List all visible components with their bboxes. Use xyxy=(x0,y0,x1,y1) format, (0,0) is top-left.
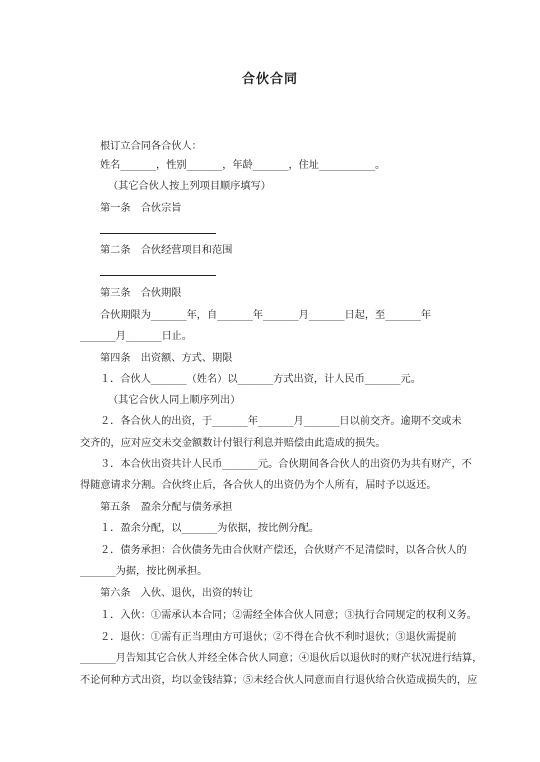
text-line: _______月告知其它合伙人并经全体合伙人同意；④退伙后以退伙时的财产状况进行结算， xyxy=(80,653,483,664)
text-line: ２．退伙：①需有正当理由方可退伙；②不得在合伙不利时退伙；③退伙需提前 xyxy=(100,632,457,643)
text-line: 得随意请求分割。合伙终止后，各合伙人的出资仍为个人所有，届时予以返还。 xyxy=(80,480,437,491)
section-heading: 第五条 盈余分配与债务承担 xyxy=(100,502,233,513)
text-line: _______为据，按比例承担。 xyxy=(80,566,208,577)
document-title: 合伙合同 xyxy=(241,72,298,87)
text-line: 合伙期限为_______年，自_______年_______月_______日起，至_______年 xyxy=(100,310,432,321)
blank-rule xyxy=(100,233,216,234)
text-line: 姓名_______，性别_______，年龄_______，住址___________。 xyxy=(100,160,386,171)
text-line: _______月_______日止。 xyxy=(80,331,193,342)
text-line: 根订立合同各合伙人： xyxy=(100,141,202,152)
text-line: （其它合伙人按上列项目顺序填写） xyxy=(108,181,271,192)
section-heading: 第二条 合伙经营项目和范围 xyxy=(100,245,233,256)
text-line: 交齐的，应对应交未交金额数计付银行利息并赔偿由此造成的损失。 xyxy=(80,438,386,449)
text-line: ３．本合伙出资共计人民币_______元。合伙期间各合伙人的出资仍为共有财产，不 xyxy=(100,459,472,470)
text-line: 不论何种方式出资，均以金钱结算；⑤未经合伙人同意而自行退伙给合伙造成损失的，应 xyxy=(80,675,478,686)
blank-rule xyxy=(100,275,216,276)
section-heading: 第三条 合伙期限 xyxy=(100,288,182,299)
text-line: ２．各合伙人的出资，于_______年_______月_______日以前交齐。逾期不交或未 xyxy=(100,416,462,427)
text-line: １．合伙人_______（姓名）以_______方式出资，计人民币_______元。 xyxy=(100,374,421,385)
section-heading: 第四条 出资额、方式、期限 xyxy=(100,353,233,364)
section-heading: 第六条 入伙、退伙，出资的转让 xyxy=(100,588,253,599)
text-line: （其它合伙人同上顺序列出） xyxy=(108,395,241,406)
text-line: １．盈余分配，以_______为依据，按比例分配。 xyxy=(100,523,320,534)
text-line: １．入伙：①需承认本合同；②需经全体合伙人同意；③执行合同规定的权利义务。 xyxy=(100,610,477,621)
text-line: ２．债务承担：合伙债务先由合伙财产偿还，合伙财产不足清偿时，以各合伙人的 xyxy=(100,545,467,556)
section-heading: 第一条 合伙宗旨 xyxy=(100,203,182,214)
